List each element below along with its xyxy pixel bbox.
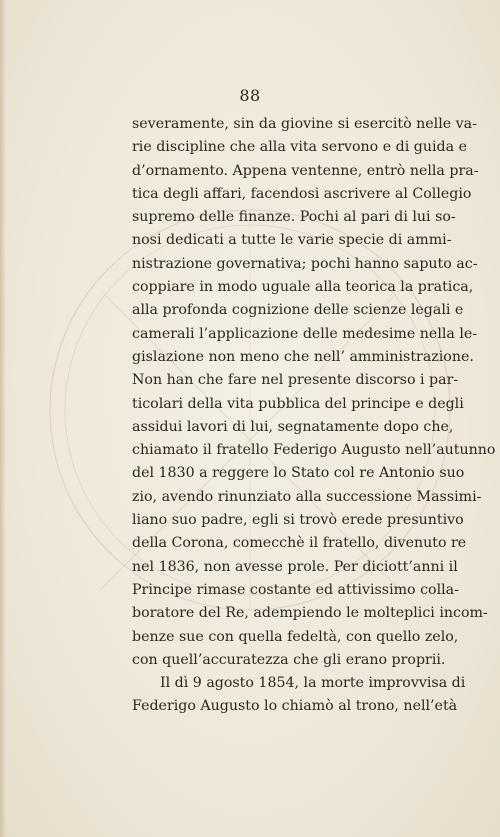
text-line: rie discipline che alla vita servono e di guida e — [132, 139, 467, 156]
text-line: ticolari della vita pubblica del principe e degli — [132, 395, 464, 412]
text-line: zio, avendo rinunziato alla successione Massimi- — [132, 488, 482, 505]
text-line: Principe rimase costante ed attivissimo colla- — [132, 581, 459, 598]
text-line: del 1830 a reggere lo Stato col re Antonio suo — [132, 465, 465, 482]
text-line: nel 1836, non avesse prole. Per diciott’anni il — [132, 558, 458, 575]
body-text — [132, 113, 496, 719]
page-edge — [0, 0, 6, 837]
text-line: d’ornamento. Appena ventenne, entrò nella pra- — [132, 162, 479, 179]
text-line: coppiare in modo uguale alla teorica la pratica, — [132, 279, 474, 296]
text-line: chiamato il fratello Federigo Augusto nell’autunno — [132, 442, 496, 459]
text-line: alla profonda cognizione delle scienze legali e — [132, 302, 464, 319]
page-number: 88 — [239, 86, 261, 105]
text-line: Federigo Augusto lo chiamò al trono, nell’età — [132, 698, 458, 715]
text-line: severamente, sin da giovine si esercitò nelle va- — [132, 116, 477, 132]
text-line: tica degli affari, facendosi ascrivere al Collegio — [132, 185, 472, 202]
paragraph-start-line: Il dì 9 agosto 1854, la morte improvvisa di — [160, 675, 466, 692]
text-line: assidui lavori di lui, segnatamente dopo che, — [132, 418, 454, 435]
text-line: della Corona, comecchè il fratello, divenuto re — [132, 535, 467, 552]
text-line: nistrazione governativa; pochi hanno saputo ac- — [132, 255, 478, 272]
text-line: benze sue con quella fedeltà, con quello zelo, — [132, 628, 459, 645]
text-line: Non han che fare nel presente discorso i par- — [132, 372, 459, 389]
text-line: con quell’accuratezza che gli erano proprii. — [132, 651, 446, 668]
text-line: boratore del Re, adempiendo le molteplici incom- — [132, 605, 488, 622]
text-line: liano suo padre, egli si trovò erede presuntivo — [132, 512, 464, 529]
text-line: nosi dedicati a tutte le varie specie di ammi- — [132, 232, 452, 249]
text-line: gislazione non meno che nell’ amministrazione. — [132, 348, 474, 365]
text-line: supremo delle finanze. Pochi al pari di lui so- — [132, 209, 456, 226]
text-line: camerali l’applicazione delle medesime nella le- — [132, 325, 478, 342]
